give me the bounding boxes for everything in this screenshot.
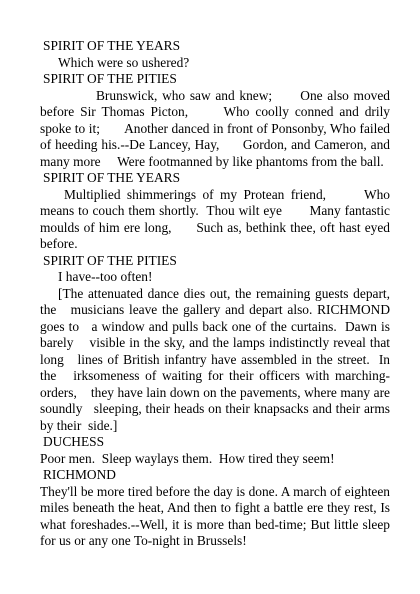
speech-text: Multiplied shimmerings of my Protean friend, Who means to couch them shortly. Thou wilt eye Many fantastic moulds of him ere long, Such as, bethink thee, oft hast eyed before. — [40, 186, 394, 251]
play-text-page — [40, 38, 394, 550]
speaker-label: SPIRIT OF THE YEARS — [43, 170, 181, 185]
speaker-label: SPIRIT OF THE YEARS — [43, 38, 181, 53]
speaker-label: DUCHESS — [43, 434, 105, 449]
speaker-label: RICHMOND — [43, 467, 116, 482]
speech-text: Which were so ushered? — [58, 54, 190, 70]
speech-text: They'll be more tired before the day is done. A march of eighteen miles beneath the heat, And then to fight a battle ere they rest, Is what foreshades.--Well, it is more than bed-time; But little sleep for us or any one To-night in Brussels! — [40, 483, 394, 548]
speech-text: Poor men. Sleep waylays them. How tired they seem! — [40, 450, 335, 466]
stage-direction: [The attenuated dance dies out, the remaining guests depart, the musicians leave the gallery and depart also. RICHMOND goes to a window and pulls back one of the curtains. Dawn is barely visible in the sky, and the lamps indistinctly reveal that long lines of British infantry have assembled in the street. In the irksomeness of waiting for their officers with marching-orders, they have lain down on the pavements, where many are soundly sleeping, their heads on their knapsacks and their arms by their side.] — [40, 285, 394, 433]
speaker-label: SPIRIT OF THE PITIES — [43, 252, 177, 268]
speech-text: I have--too often! — [58, 269, 153, 284]
speech-text: Brunswick, who saw and knew; One also moved before Sir Thomas Picton, Who coolly conned and drily spoke to it; Another danced in front of Ponsonby, Who failed of heeding his.--De Lancey, Hay, Gordon, and Cameron, and many more Were footmanned by like phantoms from the ball. — [40, 87, 394, 169]
speaker-label: SPIRIT OF THE PITIES — [43, 71, 177, 86]
